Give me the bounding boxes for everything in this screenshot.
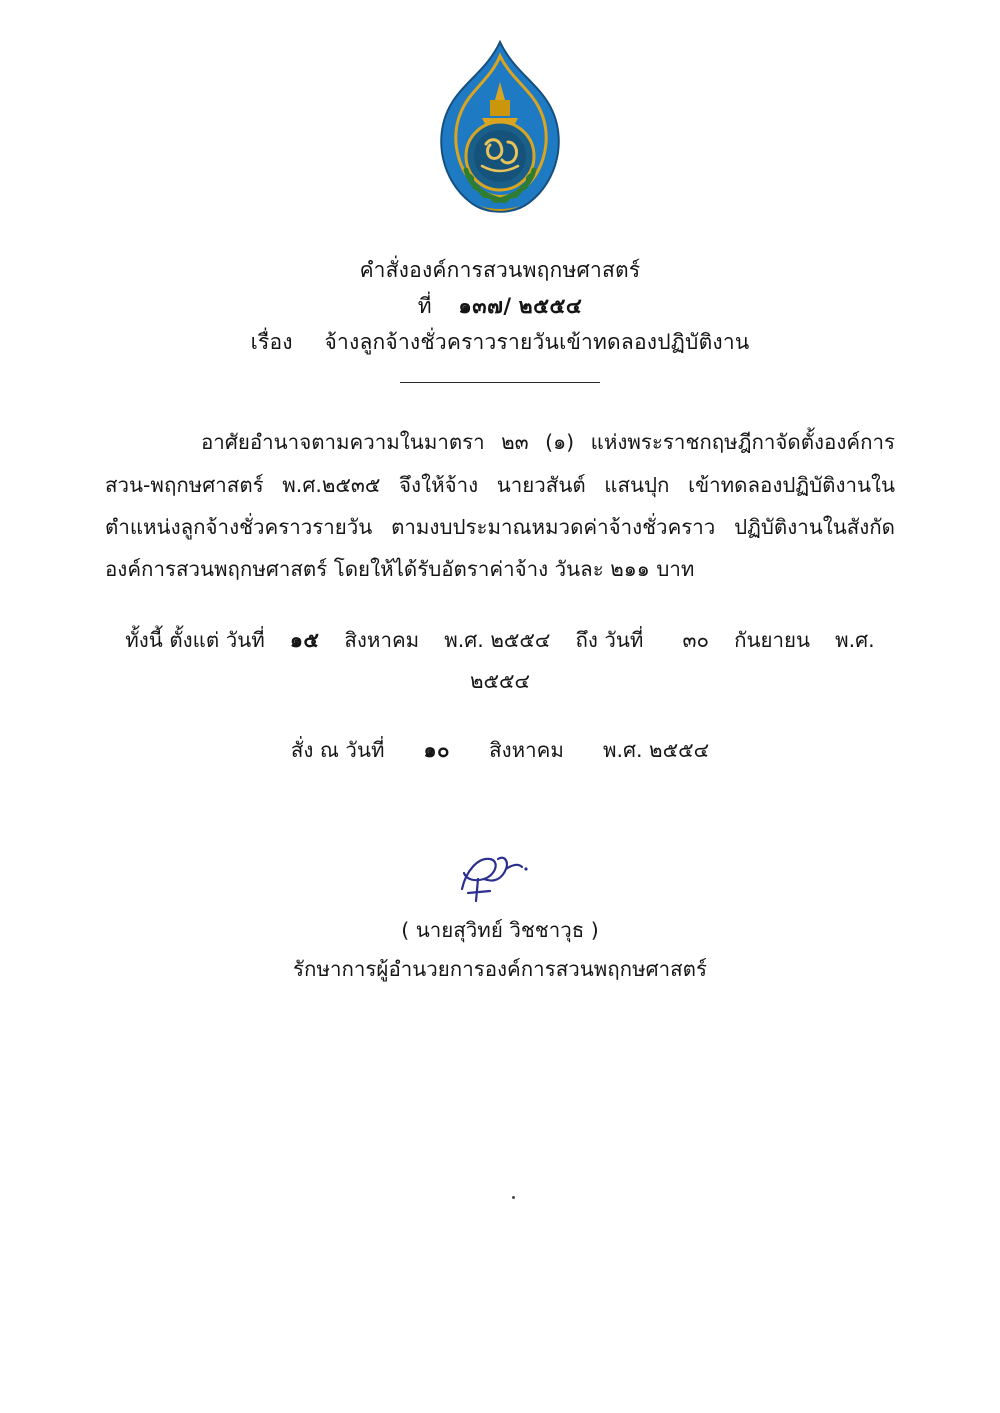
issued-date-line — [105, 730, 895, 771]
effective-start-month: สิงหาคม — [344, 628, 420, 653]
issued-day: ๑๐ — [423, 738, 451, 763]
effective-end-month: กันยายน — [734, 628, 811, 653]
signature-block — [105, 849, 895, 989]
order-number: ๑๓๗/ — [458, 294, 512, 319]
subject-text: จ้างลูกจ้างชั่วคราวรายวันเข้าทดลองปฏิบัติงาน — [324, 330, 750, 355]
subject-line — [0, 324, 1000, 360]
effective-to-label: ถึง วันที่ — [575, 628, 644, 653]
organization-title: คำสั่งองค์การสวนพฤกษศาสตร์ — [359, 258, 641, 282]
heading-divider — [400, 382, 600, 383]
page-artifact-dot — [512, 1196, 515, 1199]
royal-thai-botanical-garden-emblem-icon — [416, 38, 584, 228]
order-year: ๒๕๕๔ — [518, 294, 583, 319]
emblem-container — [0, 0, 1000, 228]
issued-month: สิงหาคม — [489, 738, 564, 763]
order-number-line — [0, 288, 1000, 324]
order-label: ที่ — [417, 294, 433, 319]
effective-prefix: ทั้งนี้ ตั้งแต่ วันที่ — [125, 628, 265, 653]
issued-year: พ.ศ. ๒๕๕๔ — [602, 738, 710, 763]
subject-label: เรื่อง — [250, 330, 293, 355]
effective-end-day: ๓๐ — [682, 628, 710, 653]
body-paragraph-1: อาศัยอำนาจตามความในมาตรา ๒๓ (๑) แห่งพระราชกฤษฎีกาจัดตั้งองค์การสวน-พฤกษศาสตร์ พ.ศ.๒๕๓๕ จึงให้จ้าง นายวสันต์ แสนปุก เข้าทดลองปฏิบัติงานในตำแหน่งลูกจ้างชั่วคราวรายวัน ตามงบประมาณหมวดค่าจ้างชั่วคราว ปฏิบัติงานในสังกัดองค์การสวนพฤกษศาสตร์ โดยให้ได้รับอัตราค่าจ้าง วันละ ๒๑๑ บาท — [105, 430, 895, 581]
effective-period-line — [105, 620, 895, 702]
effective-end-year: พ.ศ. ๒๕๕๔ — [469, 628, 875, 694]
document-body — [105, 421, 895, 989]
effective-start-day: ๑๕ — [289, 628, 320, 653]
signer-name: ( นายสุวิทย์ วิชชาวุธ ) — [401, 918, 599, 943]
effective-start-year: พ.ศ. ๒๕๕๔ — [444, 628, 551, 653]
signer-title: รักษาการผู้อำนวยการองค์การสวนพฤกษศาสตร์ — [293, 957, 707, 982]
handwritten-signature-icon — [105, 849, 895, 911]
issued-prefix: สั่ง ณ วันที่ — [290, 738, 385, 763]
document-heading — [0, 252, 1000, 383]
